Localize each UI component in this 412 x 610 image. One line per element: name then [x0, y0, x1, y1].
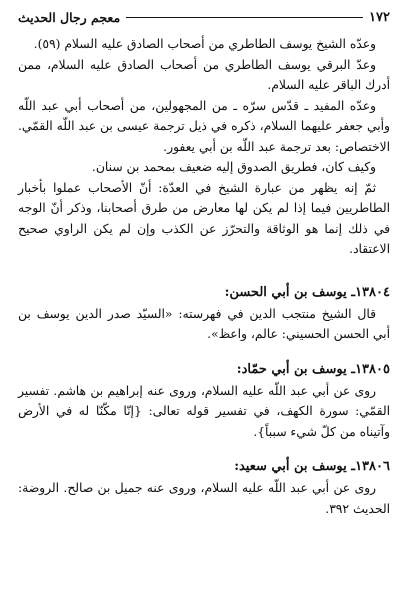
- intro-paragraph-3: وعدّه المفيد ـ قدّس سرّه ـ من المجهولين، من أصحاب أبي عبد اللّه وأبي جعفر عليهما السلام، ذكره في ذيل ترجمة عيسى بن عبد اللّه القمّي. الاختصاص: بعد ترجمة عبد اللّه بن أبي يعفور.: [18, 98, 390, 154]
- entry-heading: ١٣٨٠٥ـ يوسف بن أبي حمّاد:: [236, 361, 390, 377]
- entry-13804: [18, 282, 390, 345]
- entry-13806: [18, 456, 390, 519]
- entry-heading: ١٣٨٠٦ـ يوسف بن أبي سعيد:: [234, 459, 390, 474]
- entry-body: روى عن أبي عبد اللّه عليه السلام، وروى عنه جميل بن صالح. الروضة: الحديث ٣٩٢.: [18, 481, 390, 516]
- intro-paragraph-4: وكيف كان، فطريق الصدوق إليه ضعيف بمحمد بن سنان.: [91, 160, 376, 174]
- entry-body: قال الشيخ منتجب الدين في فهرسته: «السيّد صدر الدين يوسف بن أبي الحسن الحسيني: عالم، واعظ».: [18, 306, 390, 341]
- intro-paragraph-5: ثمّ إنه يظهر من عبارة الشيخ في العدّة: أنّ الأصحاب عملوا بأخبار الطاطريين فيما إذا لم يكن لها معارض من طرق أصحابنا، وذكر أنّ الوجه في ذلك إنما هو الوثاقة والتحرّز عن الكذب وإن لم يكن الراوي صحيح الاعتقاد.: [18, 180, 390, 256]
- header-rule: [126, 17, 363, 18]
- entry-heading: ١٣٨٠٤ـ يوسف بن أبي الحسن:: [224, 284, 390, 300]
- book-title: معجم رجال الحديث: [18, 9, 121, 25]
- page-header: [18, 6, 390, 28]
- intro-paragraph-2: وعدّ البرقي يوسف الطاطري من أصحاب الصادق عليه السلام، ممن أدرك الباقر عليه السلام.: [18, 57, 390, 92]
- entry-13805: [18, 359, 390, 443]
- entry-body: روى عن أبي عبد اللّه عليه السلام، وروى عنه إبراهيم بن هاشم. تفسير القمّي: سورة الكهف، في تفسير قوله تعالى: {إنّا مكّنّا له في الأرض وآتيناه من كلّ شيء سبباً}.: [18, 383, 390, 439]
- page-number: ١٧٢: [369, 9, 390, 25]
- page-content: [18, 34, 390, 519]
- intro-paragraph-1: وعدّه الشيخ يوسف الطاطري من أصحاب الصادق عليه السلام (٥٩).: [33, 37, 376, 51]
